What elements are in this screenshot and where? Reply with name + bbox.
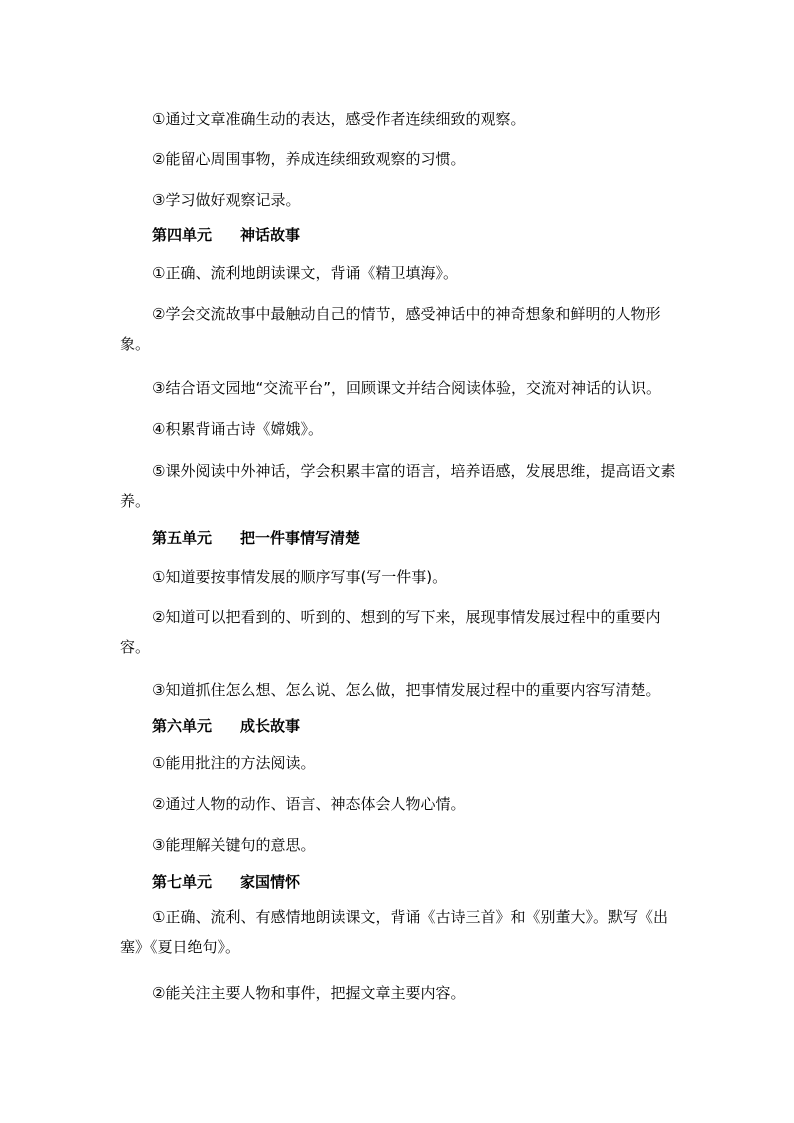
unit-number: 第七单元 — [152, 873, 213, 891]
unit-heading — [120, 220, 712, 250]
unit-title: 家国情怀 — [240, 873, 301, 891]
goal-item: ②通过人物的动作、语言、神态体会人物心情。 — [152, 795, 466, 813]
goal-item: ④积累背诵古诗《嫦娥》。 — [152, 420, 323, 438]
goal-item: ②知道可以把看到的、听到的、想到的写下来，展现事情发展过程中的重要内容。 — [120, 608, 661, 656]
unit-heading — [120, 523, 712, 553]
goal-item: ②能留心周围事物，养成连续细致观察的习惯。 — [152, 150, 466, 168]
unit-title: 神话故事 — [240, 226, 301, 244]
goal-item: ①正确、流利地朗读课文，背诵《精卫填海》。 — [152, 264, 458, 282]
unit-number: 第四单元 — [152, 226, 213, 244]
unit-heading — [120, 867, 712, 897]
goal-item: ①能用批注的方法阅读。 — [152, 754, 316, 772]
unit-title: 把一件事情写清楚 — [240, 529, 361, 547]
goal-item: ②能关注主要人物和事件，把握文章主要内容。 — [152, 984, 466, 1002]
unit-number: 第五单元 — [152, 529, 213, 547]
goal-item: ①正确、流利、有感情地朗读课文，背诵《古诗三首》和《别董大》。默写《出塞》《夏日绝句》。 — [120, 908, 668, 956]
goal-item: ⑤课外阅读中外神话，学会积累丰富的语言，培养语感，发展思维，提高语文素养。 — [120, 462, 676, 510]
goal-item: ①通过文章准确生动的表达，感受作者连续细致的观察。 — [152, 110, 526, 128]
unit-number: 第六单元 — [152, 717, 213, 735]
goal-item: ②学会交流故事中最触动自己的情节，感受神话中的神奇想象和鲜明的人物形象。 — [120, 305, 661, 353]
unit-title: 成长故事 — [240, 717, 301, 735]
goal-item: ③结合语文园地“交流平台”，回顾课文并结合阅读体验，交流对神话的认识。 — [152, 379, 661, 397]
unit-heading — [120, 711, 712, 741]
goal-item: ③知道抓住怎么想、怎么说、怎么做，把事情发展过程中的重要内容写清楚。 — [152, 681, 661, 699]
goal-item: ①知道要按事情发展的顺序写事(写一件事)。 — [152, 568, 448, 586]
goal-item: ③学习做好观察记录。 — [152, 191, 301, 209]
goal-item: ③能理解关键句的意思。 — [152, 836, 316, 854]
